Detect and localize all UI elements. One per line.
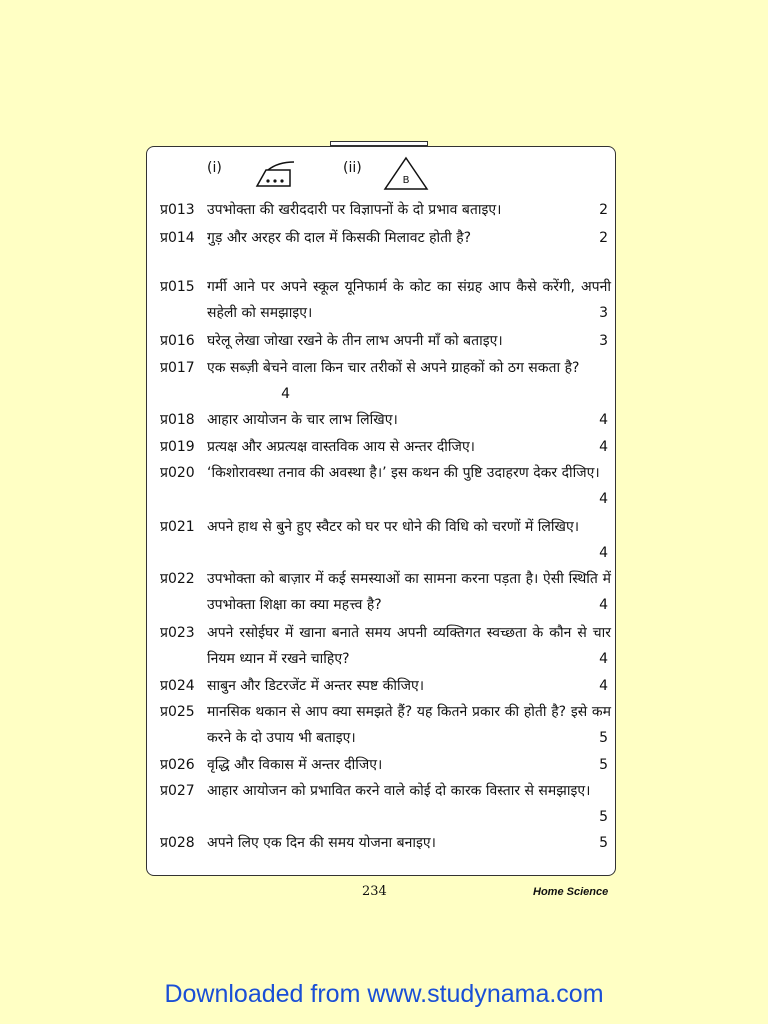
- question-number: प्र023: [160, 625, 195, 641]
- question-marks: 4: [599, 597, 608, 613]
- question-number: प्र017: [160, 360, 195, 376]
- question-text: वृद्धि और विकास में अन्तर दीजिए।: [207, 757, 383, 773]
- question-number: प्र014: [160, 230, 195, 246]
- question-number: प्र024: [160, 678, 195, 694]
- question-number: प्र018: [160, 412, 195, 428]
- question-text: मानसिक थकान से आप क्या समझते हैं? यह कितने प्रकार की होती है? इसे कम करने के दो उपाय भी बताइए।: [207, 704, 611, 746]
- subject-label: Home Science: [533, 886, 609, 898]
- question-text: आहार आयोजन के चार लाभ लिखिए।: [207, 412, 398, 428]
- question-number: प्र015: [160, 279, 195, 295]
- symbol-label-ii: (ii): [343, 160, 362, 176]
- question-number: प्र020: [160, 465, 195, 481]
- question-text: आहार आयोजन को प्रभावित करने वाले कोई दो कारक विस्तार से समझाइए।: [207, 783, 591, 799]
- question-text: गुड़ और अरहर की दाल में किसकी मिलावट होती है?: [207, 230, 472, 246]
- question-marks: 5: [599, 809, 608, 825]
- question-marks: 4: [599, 651, 608, 667]
- question-text: ‘किशोरावस्था तनाव की अवस्था है।’ इस कथन की पुष्टि उदाहरण देकर दीजिए।: [207, 465, 600, 481]
- question-number: प्र025: [160, 704, 195, 720]
- question-marks: 4: [599, 491, 608, 507]
- question-number: प्र013: [160, 202, 195, 218]
- question-text: एक सब्ज़ी बेचने वाला किन चार तरीकों से अपने ग्राहकों को ठग सकता है?: [207, 360, 580, 376]
- question-marks: 2: [599, 230, 608, 246]
- page-number: 234: [362, 884, 387, 899]
- question-text: घरेलू लेखा जोखा रखने के तीन लाभ अपनी माँ को बताइए।: [207, 333, 503, 349]
- question-number: प्र026: [160, 757, 195, 773]
- question-text: अपने लिए एक दिन की समय योजना बनाइए।: [207, 835, 436, 851]
- question-marks: 4: [599, 412, 608, 428]
- iron-icon: [254, 158, 304, 190]
- question-text: अपने हाथ से बुने हुए स्वैटर को घर पर धोने की विधि को चरणों में लिखिए।: [207, 519, 580, 535]
- question-text: उपभोक्ता की खरीददारी पर विज्ञापनों के दो प्रभाव बताइए।: [207, 202, 502, 218]
- question-text: उपभोक्ता को बाज़ार में कई समस्याओं का सामना करना पड़ता है। ऐसी स्थिति में उपभोक्ता शिक्षा का क्या महत्त्व है?: [207, 571, 611, 613]
- question-marks: 4: [281, 386, 290, 402]
- symbol-label-i: (i): [207, 160, 222, 176]
- question-marks: 4: [599, 545, 608, 561]
- question-marks: 3: [599, 333, 608, 349]
- question-marks: 5: [599, 730, 608, 746]
- question-text: प्रत्यक्ष और अप्रत्यक्ष वास्तविक आय से अन्तर दीजिए।: [207, 439, 475, 455]
- question-number: प्र021: [160, 519, 195, 535]
- question-marks: 2: [599, 202, 608, 218]
- question-number: प्र022: [160, 571, 195, 587]
- question-number: प्र016: [160, 333, 195, 349]
- question-number: प्र019: [160, 439, 195, 455]
- question-text: गर्मी आने पर अपने स्कूल यूनिफार्म के कोट का संग्रह आप कैसे करेंगी, अपनी सहेली को समझाइए।: [207, 279, 611, 321]
- question-number: प्र027: [160, 783, 195, 799]
- triangle-b-icon: [382, 156, 430, 192]
- question-text: साबुन और डिटरजेंट में अन्तर स्पष्ट कीजिए।: [207, 678, 425, 694]
- question-number: प्र028: [160, 835, 195, 851]
- triangle-letter: B: [402, 175, 410, 186]
- question-marks: 5: [599, 757, 608, 773]
- question-marks: 3: [599, 305, 608, 321]
- question-text: अपने रसोईघर में खाना बनाते समय अपनी व्यक्तिगत स्वच्छता के कौन से चार नियम ध्यान में रखने चाहिए?: [207, 625, 611, 667]
- question-marks: 5: [599, 835, 608, 851]
- question-marks: 4: [599, 678, 608, 694]
- question-marks: 4: [599, 439, 608, 455]
- download-footer-link[interactable]: Downloaded from www.studynama.com: [164, 980, 604, 1008]
